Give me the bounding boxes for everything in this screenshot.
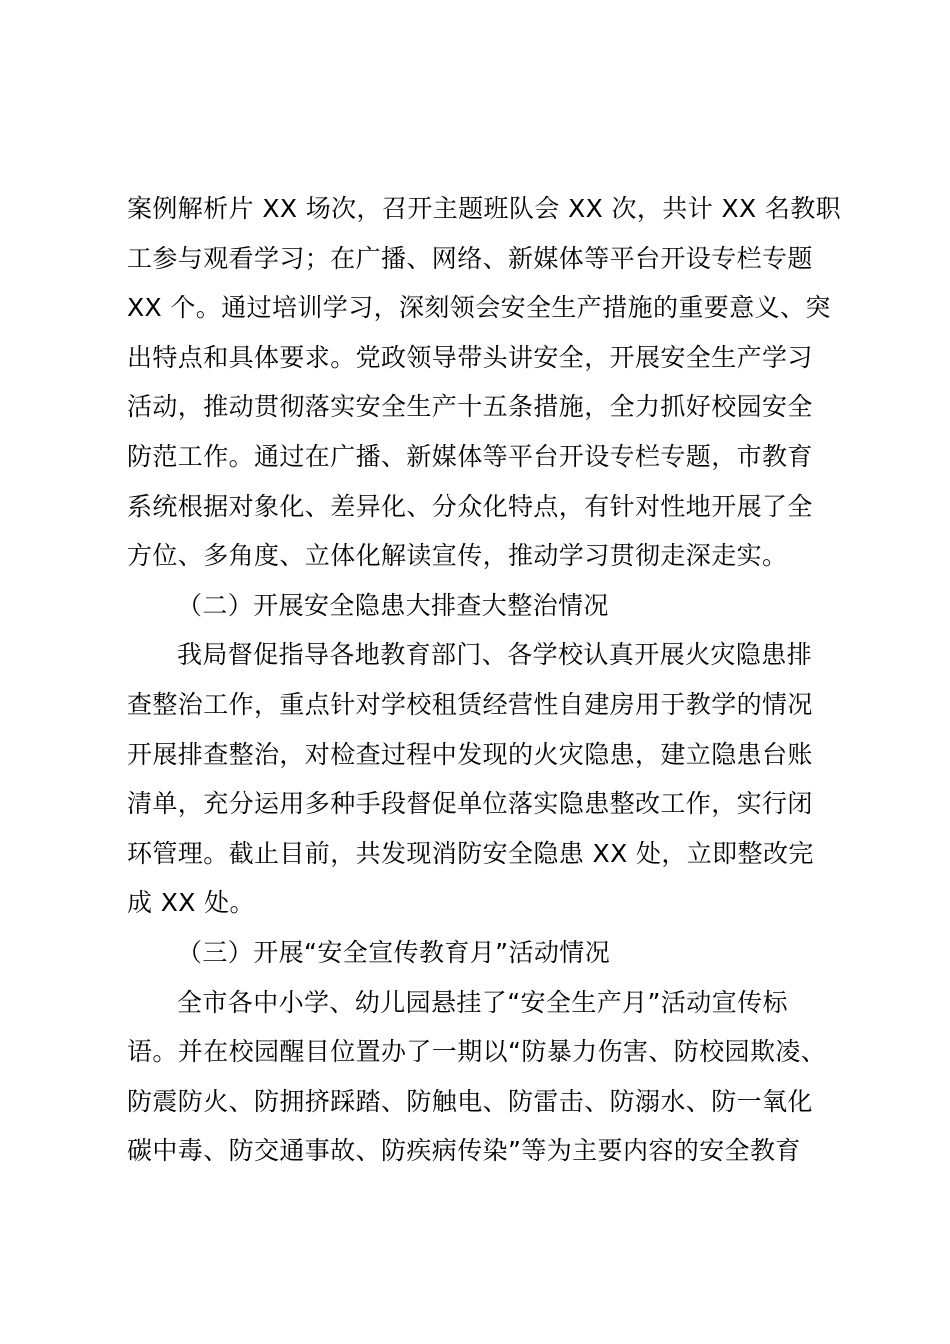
text-line: 清单，充分运用多种手段督促单位落实隐患整改工作，实行闭 <box>127 789 813 819</box>
text-line: 案例解析片 XX 场次，召开主题班队会 XX 次，共计 XX 名教职 <box>127 194 842 223</box>
text-line: （二）开展安全隐患大排查大整治情况 <box>177 590 609 620</box>
text-line: XX 个。通过培训学习，深刻领会安全生产措施的重要意义、突 <box>127 293 831 323</box>
text-line: 碳中毒、防交通事故、防疾病传染”等为主要内容的安全教育 <box>127 1136 801 1166</box>
text-line: 全市各中小学、幼儿园悬挂了“安全生产月”活动宣传标 <box>177 987 788 1017</box>
text-line: 出特点和具体要求。党政领导带头讲安全，开展安全生产学习 <box>127 342 813 372</box>
text-line: 防震防火、防拥挤踩踏、防触电、防雷击、防溺水、防一氧化 <box>127 1086 813 1116</box>
document-body <box>127 184 842 1176</box>
text-line: 开展排查整治，对检查过程中发现的火灾隐患，建立隐患台账 <box>127 739 813 769</box>
text-line: （三）开展“安全宣传教育月”活动情况 <box>177 937 611 967</box>
text-line: 环管理。截止目前，共发现消防安全隐患 XX 处，立即整改完 <box>127 838 814 868</box>
text-line: 系统根据对象化、差异化、分众化特点，有针对性地开展了全 <box>127 491 813 521</box>
text-line: 成 XX 处。 <box>127 888 255 918</box>
text-line: 工参与观看学习；在广播、网络、新媒体等平台开设专栏专题 <box>127 243 813 273</box>
text-line: 活动，推动贯彻落实安全生产十五条措施，全力抓好校园安全 <box>127 392 813 422</box>
text-line: 查整治工作，重点针对学校租赁经营性自建房用于教学的情况 <box>127 689 813 719</box>
text-line: 防范工作。通过在广播、新媒体等平台开设专栏专题，市教育 <box>127 441 813 471</box>
text-line: 我局督促指导各地教育部门、各学校认真开展火灾隐患排 <box>177 640 813 670</box>
text-line: 方位、多角度、立体化解读宣传，推动学习贯彻走深走实。 <box>127 541 788 571</box>
text-line: 语。并在校园醒目位置办了一期以“防暴力伤害、防校园欺凌、 <box>127 1037 827 1067</box>
